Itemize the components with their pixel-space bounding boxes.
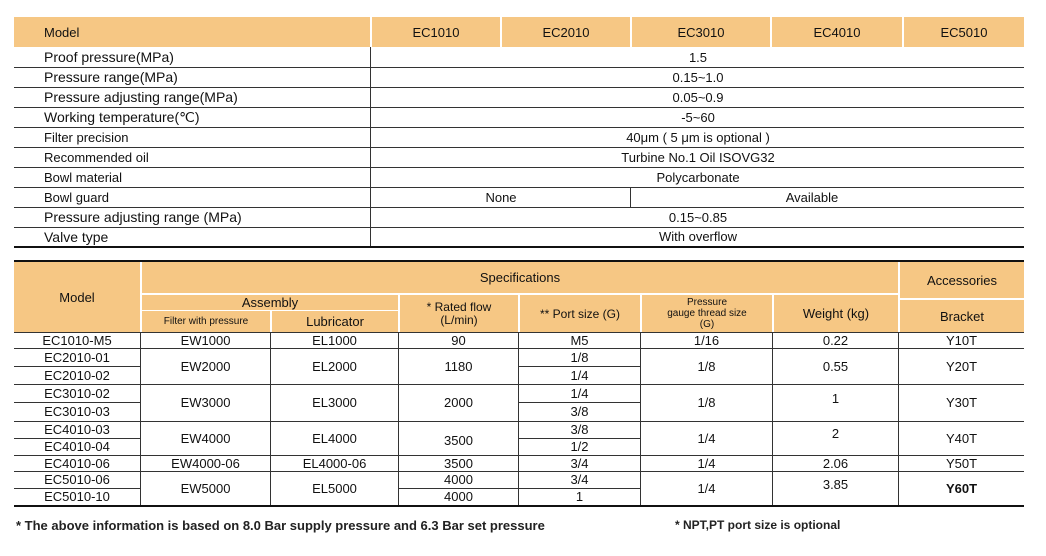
row-label-working-temperature: Working temperature(℃) (44, 108, 200, 125)
bracket-cell: Y10T (945, 332, 978, 348)
gauge-cell: 1/8 (697, 395, 716, 410)
weight-cell: 3.85 (822, 476, 849, 492)
bracket-cell: Y50T (945, 455, 978, 471)
rated-flow-cell: 3500 (444, 455, 473, 471)
filter-cell: EW5000 (180, 480, 231, 496)
gauge-cell: 1/4 (697, 430, 716, 446)
row-value-recommended-oil: Turbine No.1 Oil ISOVG32 (621, 149, 775, 165)
lubricator-cell: EL4000-06 (302, 455, 367, 471)
model-cell: EC4010-03 (44, 422, 110, 437)
port-size-cell: 3/4 (570, 455, 589, 471)
row-value-bowl-material: Polycarbonate (656, 169, 740, 185)
weight-cell: 2 (831, 425, 840, 441)
port-size-cell: 3/8 (570, 404, 589, 419)
model-cell: EC5010-10 (44, 489, 110, 504)
filter-cell: EW4000 (180, 430, 231, 446)
bowl-guard-divider (630, 187, 631, 207)
rated-flow-cell: 3500 (444, 432, 473, 448)
weight-cell: 2.06 (822, 455, 849, 471)
row-label-valve-type: Valve type (44, 228, 109, 245)
table2-header-filter-with-pressure: Filter with pressure (163, 316, 249, 327)
row-label-pressure-adjusting: Pressure adjusting range(MPa) (44, 89, 238, 105)
gauge-cell: 1/16 (693, 332, 720, 348)
lubricator-cell: EL5000 (312, 480, 357, 496)
rated-flow-cell: 4000 (444, 489, 473, 504)
table1-header-ec4010: EC4010 (813, 24, 861, 40)
row-value-pressure-adjusting-2: 0.15~0.85 (668, 209, 728, 225)
weight-cell: 1 (831, 390, 840, 406)
port-size-cell: 1/8 (570, 349, 589, 365)
rated-flow-cell: 90 (451, 332, 466, 348)
lubricator-cell: EL1000 (312, 332, 357, 348)
lubricator-cell: EL2000 (312, 358, 357, 374)
bracket-cell: Y40T (945, 430, 978, 446)
port-size-cell: 3/8 (570, 422, 589, 437)
table2-header-bracket: Bracket (939, 308, 985, 324)
model-cell: EC3010-03 (44, 404, 110, 419)
table1-header-ec2010: EC2010 (542, 24, 590, 40)
filter-cell: EW4000-06 (171, 455, 240, 471)
model-cell: EC2010-01 (44, 349, 110, 365)
table1-header-ec5010: EC5010 (940, 24, 988, 40)
model-cell: EC5010-06 (44, 472, 110, 487)
gauge-cell: 1/4 (697, 480, 716, 496)
table2-header-assembly: Assembly (241, 295, 299, 310)
filter-cell: EW2000 (180, 358, 231, 374)
label-column-divider (370, 47, 371, 246)
table2-header-rated-flow: * Rated flow (L/min) (426, 299, 492, 327)
table2-header-specifications: Specifications (479, 270, 561, 285)
lubricator-cell: EL3000 (312, 395, 357, 410)
table2-header-model: Model (59, 289, 95, 305)
bracket-cell: Y60T (945, 480, 978, 496)
model-cell: EC3010-02 (44, 385, 110, 401)
row-label-bowl-guard: Bowl guard (44, 189, 110, 205)
row-value-pressure-range: 0.15~1.0 (672, 69, 724, 85)
table1-header-ec3010: EC3010 (677, 24, 725, 40)
filter-cell: EW3000 (180, 395, 231, 410)
footnote-supply-pressure: * The above information is based on 8.0 Bar supply pressure and 6.3 Bar set pressure (16, 518, 545, 533)
table2-bottom-rule (14, 505, 1024, 507)
table2-header-port-size: ** Port size (G) (539, 306, 620, 321)
weight-cell: 0.22 (822, 332, 849, 348)
row-value-bowl-guard-none: None (485, 189, 517, 205)
port-size-cell: 1 (575, 489, 584, 504)
footnote-port-size: * NPT,PT port size is optional (675, 518, 841, 532)
table1-header-ec1010: EC1010 (412, 24, 460, 40)
row-label-pressure-range: Pressure range(MPa) (44, 69, 178, 85)
gauge-cell: 1/8 (697, 358, 716, 374)
table2-header-lubricator: Lubricator (306, 314, 364, 329)
model-cell: EC4010-04 (44, 439, 110, 454)
row-value-bowl-guard-available: Available (785, 189, 839, 205)
row-label-pressure-adjusting-2: Pressure adjusting range (MPa) (44, 209, 242, 225)
row-label-filter-precision: Filter precision (44, 129, 129, 145)
port-size-cell: 1/4 (570, 367, 589, 383)
row-value-pressure-adjusting: 0.05~0.9 (672, 89, 724, 105)
row-label-bowl-material: Bowl material (44, 169, 123, 185)
row-value-proof-pressure: 1.5 (688, 49, 708, 65)
model-cell: EC1010-M5 (42, 332, 112, 348)
row-label-proof-pressure: Proof pressure(MPa) (44, 49, 174, 65)
port-size-cell: 1/2 (570, 439, 589, 454)
table2-header-accessories: Accessories (926, 272, 998, 288)
port-size-cell: M5 (570, 332, 589, 348)
model-cell: EC2010-02 (44, 367, 110, 383)
row-label-recommended-oil: Recommended oil (44, 149, 149, 165)
weight-cell: 0.55 (822, 358, 849, 374)
rated-flow-cell: 2000 (444, 395, 473, 410)
table2-header-weight: Weight (kg) (802, 306, 870, 321)
bracket-cell: Y20T (945, 358, 978, 374)
filter-cell: EW1000 (180, 332, 231, 348)
port-size-cell: 1/4 (570, 385, 589, 401)
bracket-cell: Y30T (945, 395, 978, 410)
lubricator-cell: EL4000 (312, 430, 357, 446)
table1-header-model: Model (44, 24, 80, 40)
table1-bottom-rule (14, 246, 1024, 248)
gauge-cell: 1/4 (697, 455, 716, 471)
table2-header-gauge-thread-size: Pressure gauge thread size (G) (667, 297, 747, 330)
rated-flow-cell: 1180 (444, 358, 473, 374)
port-size-cell: 3/4 (570, 472, 589, 487)
row-value-filter-precision: 40μm ( 5 μm is optional ) (626, 129, 770, 145)
rated-flow-cell: 4000 (444, 472, 473, 487)
model-cell: EC4010-06 (44, 455, 110, 471)
row-value-valve-type: With overflow (658, 229, 738, 244)
row-value-working-temperature: -5~60 (681, 109, 715, 125)
